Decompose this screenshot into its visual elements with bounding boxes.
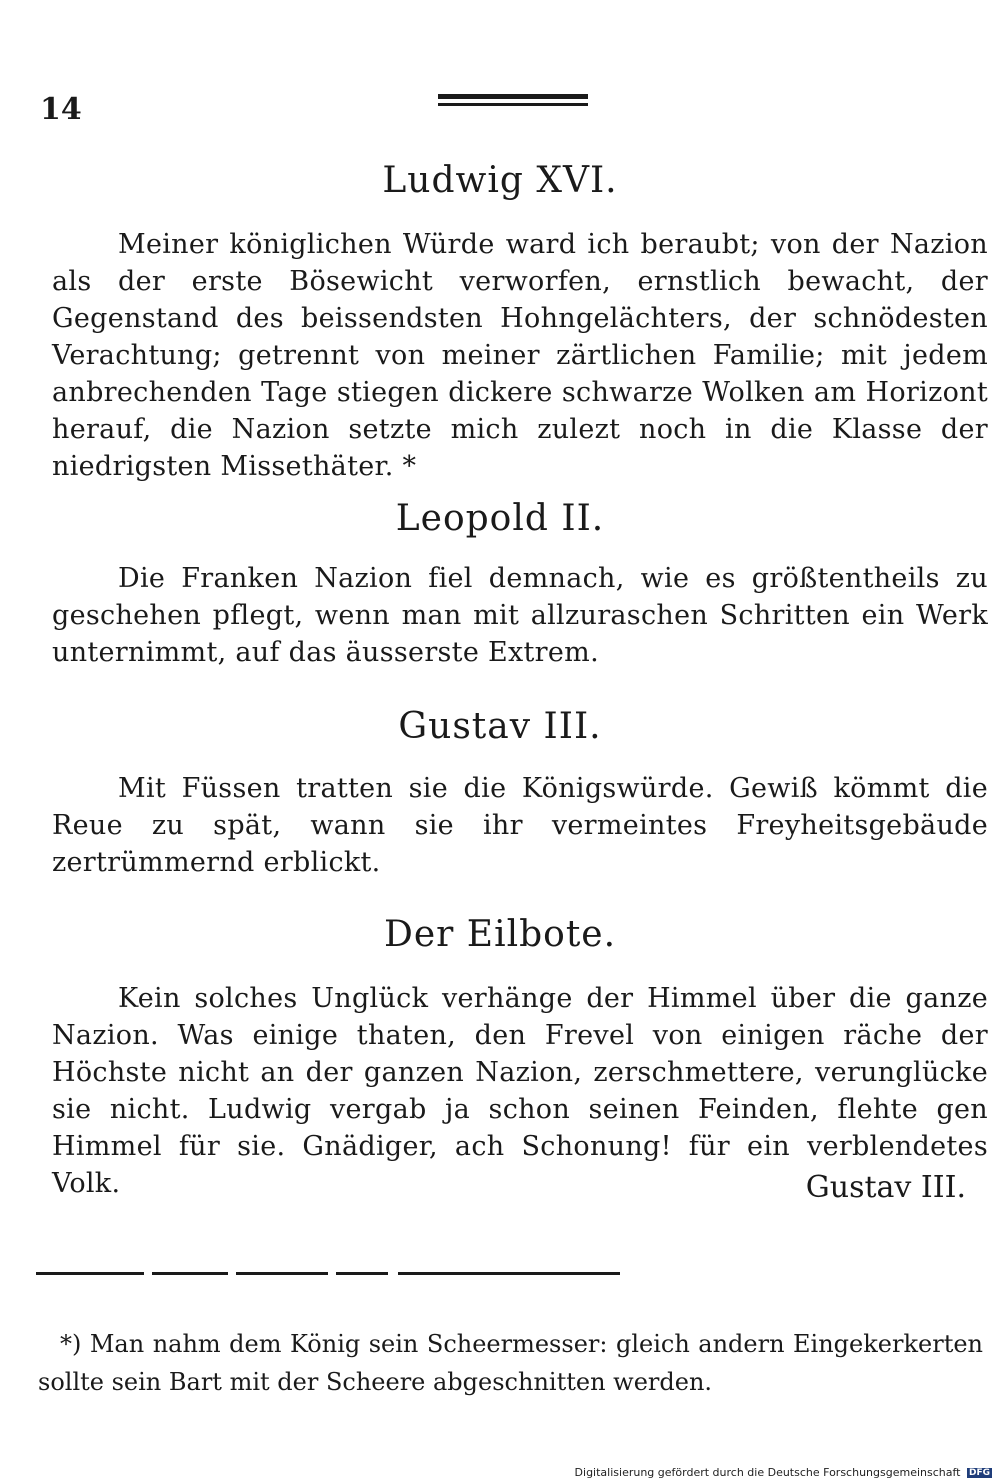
footnote-rule-segment bbox=[336, 1272, 388, 1275]
dfg-logo-icon: DFG bbox=[968, 1468, 990, 1478]
section-text-gustav: Mit Füssen tratten sie die Königswürde. Gewiß kömmt die Reue zu spät, wann sie ihr vermeintes Freyheitsgebäude zertrümmernd erblickt. bbox=[52, 773, 988, 878]
signature: Gustav III. bbox=[805, 1170, 966, 1205]
footnote-rule-segment bbox=[36, 1272, 144, 1275]
section-heading-gustav: Gustav III. bbox=[398, 706, 602, 747]
section-text-eilbote: Kein solches Unglück verhänge der Himmel über die ganze Nazion. Was einige thaten, den Frevel von einigen räche der Höchste nicht an der ganzen Nazion, zerschmettere, verunglücke sie nicht. Ludwig vergab ja schon seinen Feinden, flehte gen Himmel für sie. Gnädiger, ach Schonung! für ein verblendetes Volk. bbox=[52, 983, 988, 1199]
page-number: 14 bbox=[40, 92, 82, 127]
section-heading-ludwig: Ludwig XVI. bbox=[382, 160, 618, 201]
footnote-text: *) Man nahm dem König sein Scheermesser: gleich andern Eingekerkerten sollte sein Bart mit der Scheere abgeschnitten werden. bbox=[38, 1330, 983, 1396]
section-text-ludwig: Meiner königlichen Würde ward ich beraubt; von der Nazion als der erste Bösewicht verworfen, ernstlich bewacht, der Gegenstand des beissendsten Hohngelächters, der schnödesten Verachtung; getrennt von meiner zärtlichen Familie; mit jedem anbrechenden Tage stiegen dickere schwarze Wolken am Horizont herauf, die Nazion setzte mich zulezt noch in die Klasse der niedrigsten Missethäter. * bbox=[52, 229, 988, 482]
header-rule-thick bbox=[438, 94, 588, 99]
footnote-rule-segment bbox=[152, 1272, 228, 1275]
section-heading-leopold: Leopold II. bbox=[395, 498, 605, 539]
credit-text: Digitalisierung gefördert durch die Deutsche Forschungsgemeinschaft bbox=[574, 1466, 961, 1479]
section-text-leopold: Die Franken Nazion fiel demnach, wie es größtentheils zu geschehen pflegt, wenn man mit allzuraschen Schritten ein Werk unternimmt, auf das äusserste Extrem. bbox=[52, 563, 988, 668]
footnote-rule-segment bbox=[236, 1272, 328, 1275]
digitization-credit bbox=[575, 1466, 992, 1479]
header-rule-thin bbox=[438, 103, 588, 106]
header-double-rule bbox=[438, 94, 588, 108]
section-heading-eilbote: Der Eilbote. bbox=[383, 914, 617, 955]
footnote-rule-segment bbox=[398, 1272, 620, 1275]
